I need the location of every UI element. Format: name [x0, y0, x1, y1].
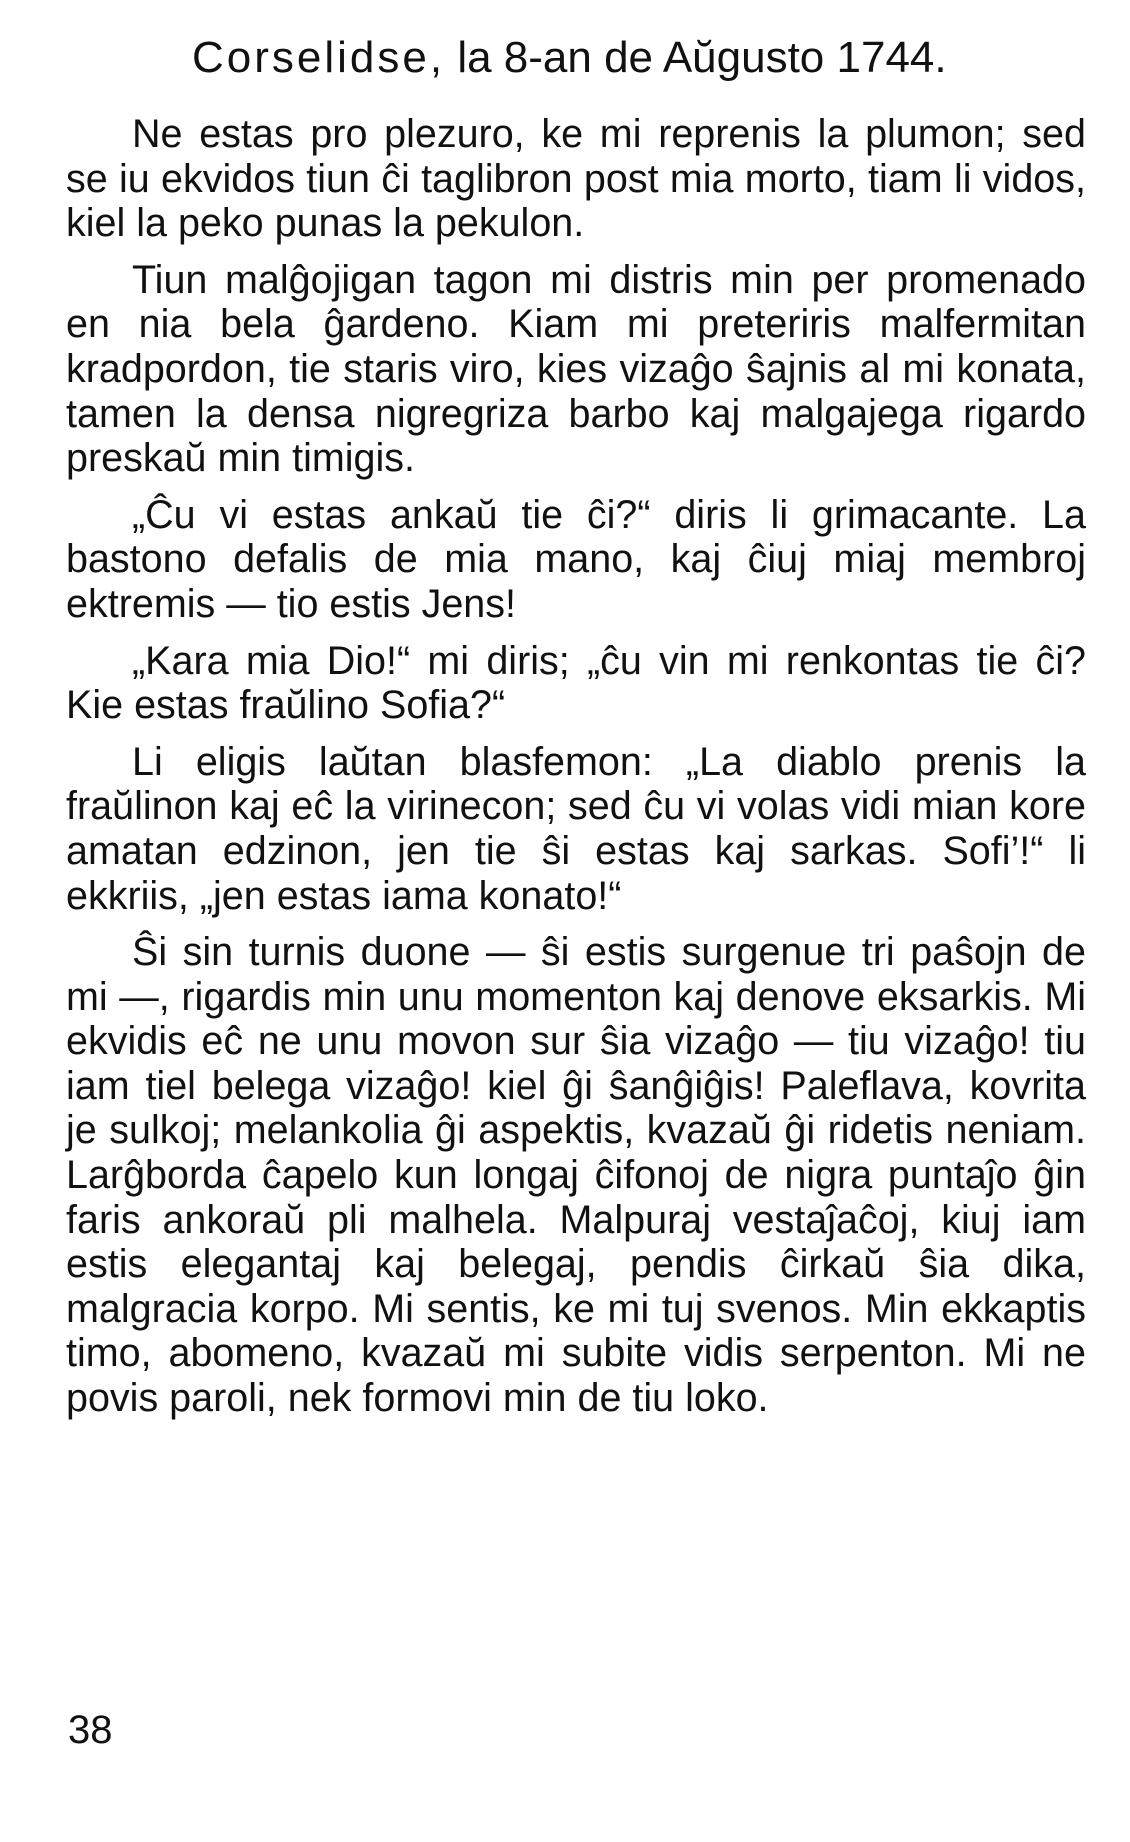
- paragraph: Ne estas pro plezuro, ke mi reprenis la plumon; sed se iu ekvidos tiun ĉi taglibron post mia morto, tiam li vidos, kiel la peko punas la pekulon.: [66, 112, 1086, 246]
- letter-heading: [192, 30, 1032, 86]
- body-text: [66, 112, 1086, 1421]
- page-number: 38: [68, 1708, 113, 1752]
- paragraph: Li eligis laŭtan blasfemon: „La diablo prenis la fraŭlinon kaj eĉ la virinecon; sed ĉu vi volas vidi mian kore amatan edzinon, jen tie ŝi estas kaj sarkas. Sofi’!“ li ekkriis, „jen estas iama konato!“: [66, 739, 1086, 918]
- letter-date: la 8-an de Aŭgusto 1744.: [457, 33, 947, 82]
- paragraph: „Ĉu vi estas ankaŭ tie ĉi?“ diris li grimacante. La bastono defalis de mia mano, kaj ĉiuj miaj membroj ektremis — tio estis Jens!: [66, 492, 1086, 626]
- letter-place: Corselidse,: [192, 33, 446, 82]
- paragraph: „Kara mia Dio!“ mi diris; „ĉu vin mi renkontas tie ĉi? Kie estas fraŭlino Sofia?“: [66, 638, 1086, 728]
- paragraph: Ŝi sin turnis duone — ŝi estis surgenue tri paŝojn de mi —, rigardis min unu momenton kaj denove eksarkis. Mi ekvidis eĉ ne unu movon sur ŝia vizaĝo — tiu vizaĝo! tiu iam tiel belega vizaĝo! kiel ĝi ŝanĝiĝis! Paleflava, kovrita je sulkoj; melankolia ĝi aspektis, kvazaŭ ĝi ridetis neniam. Larĝborda ĉapelo kun longaj ĉifonoj de nigra puntaĵo ĝin faris ankoraŭ pli malhela. Malpuraj vestaĵaĉoj, kiuj iam estis elegantaj kaj belegaj, pendis ĉirkaŭ ŝia dika, malgracia korpo. Mi sentis, ke mi tuj svenos. Min ekkaptis timo, abomeno, kvazaŭ mi subite vidis serpenton. Mi ne povis paroli, nek formovi min de tiu loko.: [66, 930, 1086, 1421]
- paragraph: Tiun malĝojigan tagon mi distris min per promenado en nia bela ĝardeno. Kiam mi preteriris malfermitan kradpordon, tie staris viro, kies vizaĝo ŝajnis al mi konata, tamen la densa nigregriza barbo kaj malgajega rigardo preskaŭ min timigis.: [66, 257, 1086, 481]
